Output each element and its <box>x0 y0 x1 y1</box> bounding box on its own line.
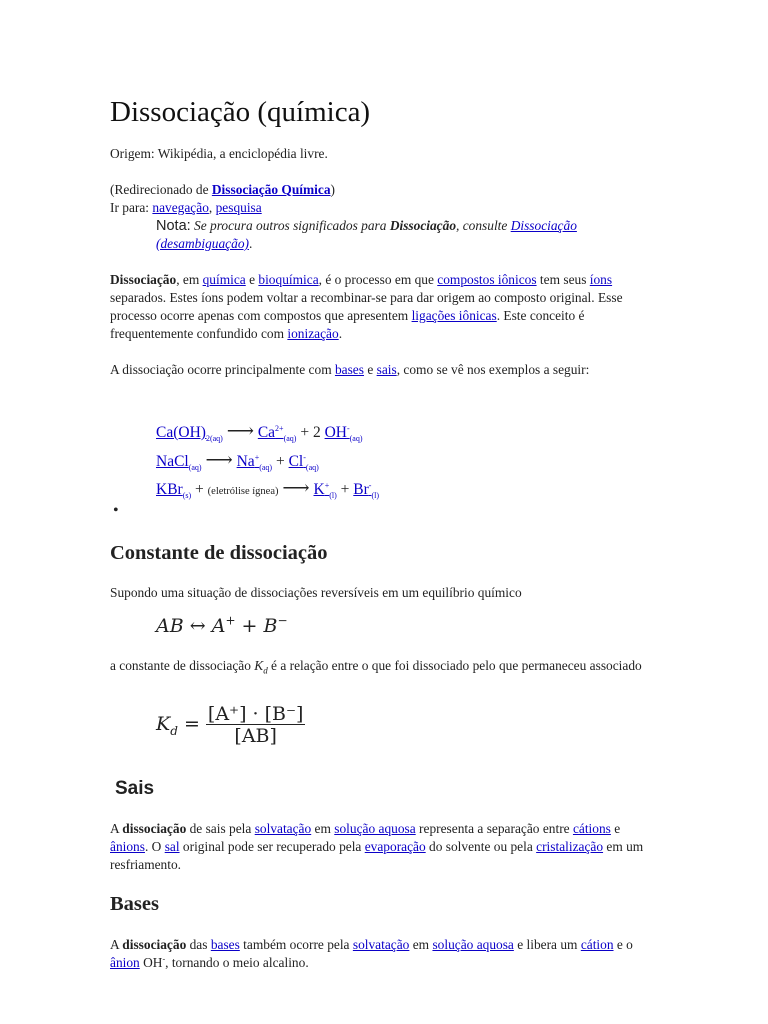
equation-nacl: NaCl$_{(aq)}$ ⟶ $Na^+_{(aq)} + Cl^-_{(aq)}$ <box>156 450 319 473</box>
eq1-cation-link[interactable]: $Ca^{2+}_{(aq)}$ <box>257 423 297 444</box>
page-title: Dissociação (química) <box>110 96 371 128</box>
link-evaporacao[interactable]: evaporação <box>364 839 426 854</box>
jump-search-link[interactable]: pesquisa <box>215 200 262 215</box>
eq3-cation-link[interactable]: $K^+_{(l)}$ <box>313 480 337 501</box>
link-solucao-aquosa-2[interactable]: solução aquosa <box>432 937 514 952</box>
link-ionizacao[interactable]: ionização <box>287 326 339 341</box>
formula-equilibrium: AB ↔ A+ + B− <box>156 613 288 637</box>
redirect-line: (Redirecionado de Dissociação Química) <box>110 182 335 197</box>
link-quimica[interactable]: química <box>202 272 246 287</box>
intro-paragraph: Dissociação, em química e bioquímica, é o processo em que compostos iônicos tem seus íons separados. Estes íons podem voltar a recombinar-se para dar origem ao composto original. Esse processo ocorre apenas com compostos que apresentem ligações iônicas. Este conceito é frequentemente confundido com ionização. <box>110 272 623 341</box>
link-bases-2[interactable]: bases <box>210 937 240 952</box>
link-cations[interactable]: cátions <box>572 821 611 836</box>
disambiguation-link[interactable]: Dissociação (desambiguação) <box>156 218 577 251</box>
link-solucao-aquosa[interactable]: solução aquosa <box>334 821 416 836</box>
link-ligacoes-ionicas[interactable]: ligações iônicas <box>411 308 497 323</box>
heading-sais: Sais <box>115 778 155 799</box>
redirect-link[interactable]: Dissociação Química <box>211 182 331 197</box>
link-bioquimica[interactable]: bioquímica <box>258 272 319 287</box>
link-cristalizacao[interactable]: cristalização <box>536 839 604 854</box>
link-bases[interactable]: bases <box>334 362 364 377</box>
hatnote: Nota: Se procura outros significados para Dissociação, consulte Dissociação (desambiguação). <box>156 218 577 251</box>
equation-caoh2: $Ca(OH)_{2(aq)}$ ⟶ $Ca^{2+}_{(aq)} + 2$ $OH^-_{(aq)}$ <box>156 421 363 444</box>
eq2-cation-link[interactable]: $Na^+_{(aq)}$ <box>236 452 273 473</box>
constante-paragraph-2: a constante de dissociação $K_d$ é a relação entre o que foi dissociado pelo que permaneceu associado <box>110 658 642 676</box>
link-anions[interactable]: ânions <box>110 839 145 854</box>
link-ions[interactable]: íons <box>589 272 613 287</box>
jump-to-line: Ir para: navegação, pesquisa <box>110 200 262 215</box>
link-sais[interactable]: sais <box>376 362 397 377</box>
eq2-anion-link[interactable]: $Cl^-_{(aq)}$ <box>288 452 319 473</box>
eq2-reactant-link[interactable]: NaCl$_{(aq)}$ <box>156 453 202 473</box>
eq3-anion-link[interactable]: $Br^-_{(l)}$ <box>353 480 380 501</box>
equation-kbr: KBr$_{(s)}$ + (eletrólise ígnea) ⟶ $K^+_{(l)} + Br^-_{(l)}$ <box>156 478 380 501</box>
eq1-anion-link[interactable]: $OH^-_{(aq)}$ <box>324 423 363 444</box>
sais-paragraph: A dissociação de sais pela solvatação em solução aquosa representa a separação entre cátions e ânions. O sal original pode ser recuperado pela evaporação do solvente ou pela cristalização em um resfriamento. <box>110 821 644 872</box>
eq3-reactant-link[interactable]: KBr$_{(s)}$ <box>156 481 192 501</box>
link-compostos-ionicos[interactable]: compostos iônicos <box>437 272 537 287</box>
bases-paragraph: A dissociação das bases também ocorre pela solvatação em solução aquosa e libera um cátion e o ânion OH-, tornando o meio alcalino. <box>110 937 633 970</box>
link-cation[interactable]: cátion <box>580 937 614 952</box>
heading-bases: Bases <box>110 893 159 915</box>
origin-line: Origem: Wikipédia, a enciclopédia livre. <box>110 146 328 161</box>
constante-paragraph-1: Supondo uma situação de dissociações reversíveis em um equilíbrio químico <box>110 585 522 600</box>
jump-navigation-link[interactable]: navegação <box>152 200 209 215</box>
heading-constante: Constante de dissociação <box>110 542 328 564</box>
link-anion[interactable]: ânion <box>110 955 140 970</box>
link-sal[interactable]: sal <box>164 839 180 854</box>
bullet-icon: • <box>113 502 119 519</box>
link-solvatacao-2[interactable]: solvatação <box>352 937 410 952</box>
eq1-reactant-link[interactable]: $Ca(OH)_{2(aq)}$ <box>156 424 223 444</box>
reaction-arrow-icon: ⟶ <box>282 478 310 499</box>
examples-paragraph: A dissociação ocorre principalmente com bases e sais, como se vê nos exemplos a seguir: <box>110 362 590 377</box>
formula-kd: $K_d$ = $\frac{[A^+] \cdot [B^-]}{[AB]}$ <box>156 703 304 747</box>
link-solvatacao[interactable]: solvatação <box>254 821 312 836</box>
reaction-arrow-icon: ⟶ <box>226 421 254 442</box>
reaction-arrow-icon: ⟶ <box>205 450 233 471</box>
